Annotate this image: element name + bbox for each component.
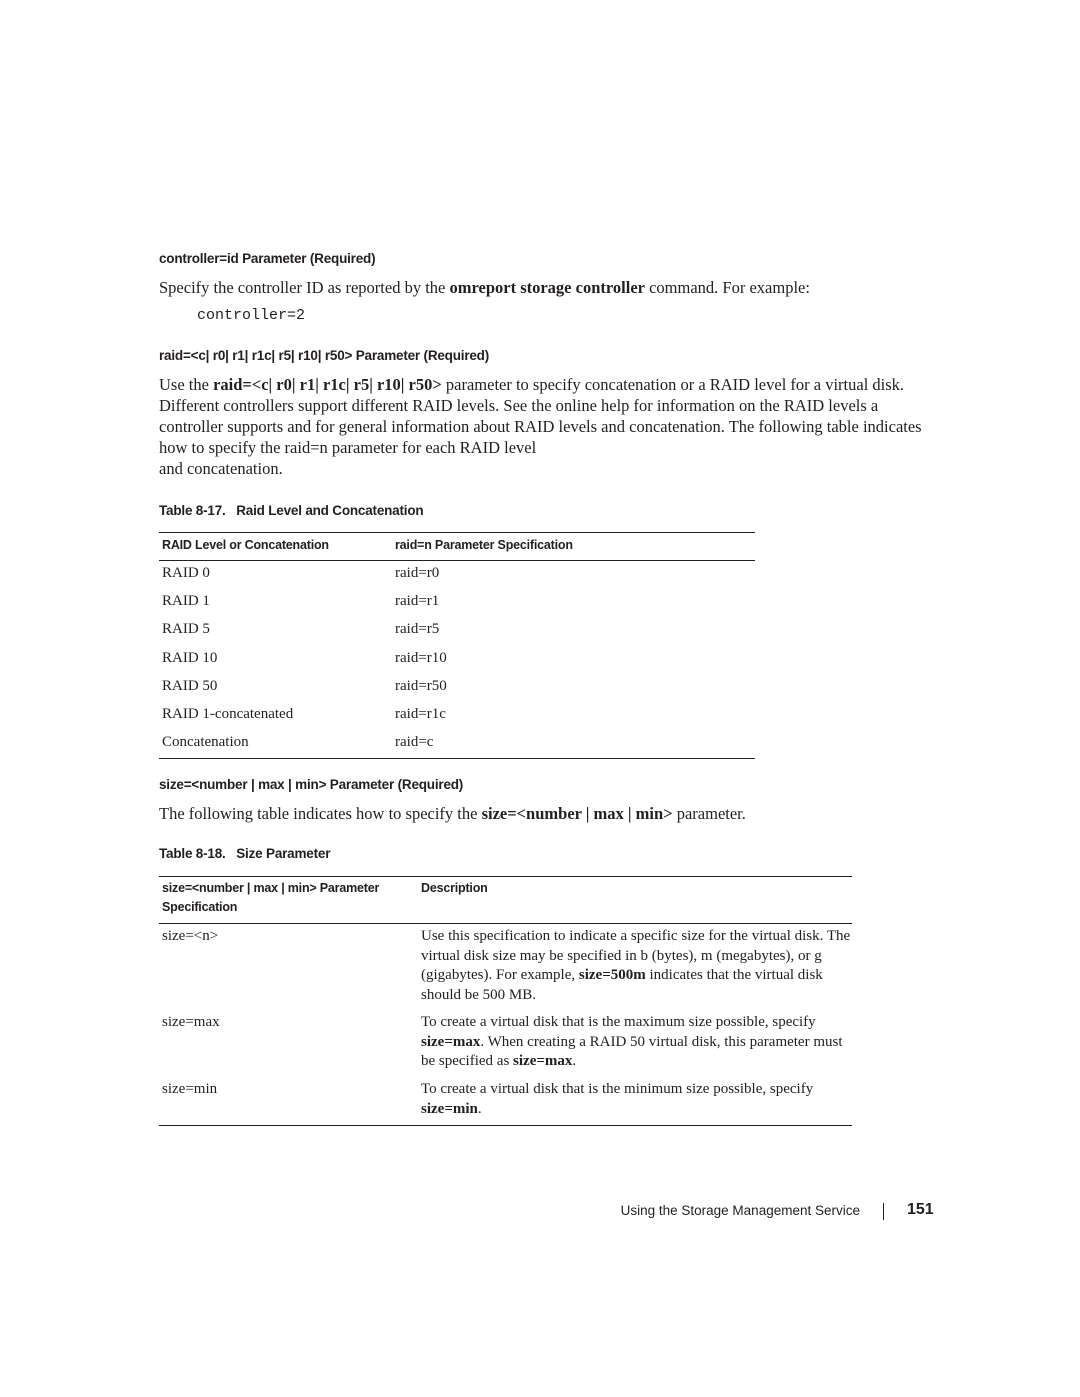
- table17-spec-cell: raid=r0: [395, 565, 440, 581]
- text: .: [572, 1053, 577, 1069]
- text: . When creating a RAID 50 virtual disk, this parameter must be specified as: [421, 1033, 843, 1069]
- table17-spec-cell: raid=r5: [395, 621, 440, 638]
- text: To create a virtual disk that is the maximum size possible, specify: [421, 1014, 816, 1030]
- table17-spec-cell: raid=r1c: [395, 706, 446, 722]
- text: parameter to specify concatenation or a RAID level for a virtual disk. Different controllers support different RAID levels. See the online help for information on the RAID levels a controller supports and for general information about RAID levels and concatenation. The following table indicates how to specify the raid=n parameter for each RAID level: [159, 375, 922, 457]
- table17-spec-cell: raid=c: [395, 734, 434, 751]
- table18-header-spec: size=<number | max | min> Parameter Specification: [162, 881, 380, 914]
- table18-spec-cell: size=max: [162, 1014, 220, 1030]
- bold-value: size=max: [513, 1053, 573, 1069]
- table-rule: [159, 560, 755, 561]
- table-rule: [159, 532, 755, 533]
- parameter-name: raid=<c| r0| r1| r1c| r5| r10| r50>: [213, 375, 442, 394]
- table17-header-level: RAID Level or Concatenation: [162, 538, 329, 552]
- table17-level-cell: RAID 1: [162, 593, 210, 610]
- table17-level-cell: RAID 1-concatenated: [162, 706, 294, 722]
- table17-spec-cell: raid=r1: [395, 593, 440, 610]
- text: Use this specification to indicate a specific size for the virtual disk. The virtual disk size may be specified in b (bytes), m (megabytes), or g (gigabytes). For example,: [421, 928, 851, 983]
- caption-number: Table 8-17.: [159, 503, 226, 518]
- caption-title: Size Parameter: [236, 846, 331, 861]
- table17-caption: [159, 503, 423, 518]
- table-rule: [159, 923, 852, 924]
- table17-level-cell: RAID 50: [162, 677, 218, 694]
- table18-header-description: Description: [421, 881, 488, 895]
- table18-spec-cell: size=<n>: [162, 928, 219, 944]
- command-name: omreport storage controller: [449, 278, 645, 297]
- bold-value: size=min: [421, 1100, 478, 1117]
- bold-value: size=500m: [578, 967, 646, 983]
- table17-spec-cell: raid=r50: [395, 677, 447, 694]
- caption-title: Raid Level and Concatenation: [236, 503, 424, 518]
- controller-heading: controller=id Parameter (Required): [159, 251, 376, 266]
- table17-spec-cell: raid=r10: [395, 649, 447, 666]
- size-heading: size=<number | max | min> Parameter (Required): [159, 777, 464, 792]
- text: The following table indicates how to specify the: [159, 804, 482, 823]
- text: .: [477, 1100, 482, 1117]
- text: command. For example:: [644, 278, 810, 297]
- table18-description-cell: [421, 1080, 851, 1119]
- table18-description-cell: [421, 1013, 851, 1072]
- page-number: 151: [907, 1201, 934, 1218]
- table17-header-spec: raid=n Parameter Specification: [395, 538, 573, 552]
- size-paragraph: [159, 803, 929, 824]
- controller-paragraph: [159, 277, 929, 298]
- footer-section-title: Using the Storage Management Service: [620, 1203, 860, 1218]
- code-example: controller=2: [197, 307, 306, 324]
- text: parameter.: [672, 804, 746, 823]
- text: indicates that the virtual disk should be 500 MB.: [421, 967, 823, 1003]
- parameter-name: size=<number | max | min>: [481, 804, 673, 823]
- table17-level-cell: RAID 10: [162, 649, 218, 666]
- text: Use the: [159, 375, 214, 394]
- table-rule: [159, 1125, 852, 1126]
- bold-value: size=max: [421, 1033, 481, 1050]
- raid-paragraph: [159, 374, 924, 479]
- table17-level-cell: RAID 5: [162, 621, 210, 638]
- table18-caption: [159, 846, 330, 861]
- table17-level-cell: RAID 0: [162, 565, 210, 581]
- raid-heading: raid=<c| r0| r1| r1c| r5| r10| r50> Parameter (Required): [159, 348, 490, 363]
- table17-level-cell: Concatenation: [162, 734, 249, 751]
- table18-spec-cell: size=min: [162, 1081, 218, 1097]
- table18-description-cell: [421, 927, 851, 1005]
- table-rule: [159, 758, 755, 759]
- table-rule: [159, 876, 852, 877]
- text: Specify the controller ID as reported by the: [159, 278, 450, 297]
- text: To create a virtual disk that is the minimum size possible, specify: [421, 1081, 814, 1097]
- footer-divider: [883, 1203, 884, 1220]
- caption-number: Table 8-18.: [159, 846, 226, 861]
- text: and concatenation.: [159, 459, 283, 478]
